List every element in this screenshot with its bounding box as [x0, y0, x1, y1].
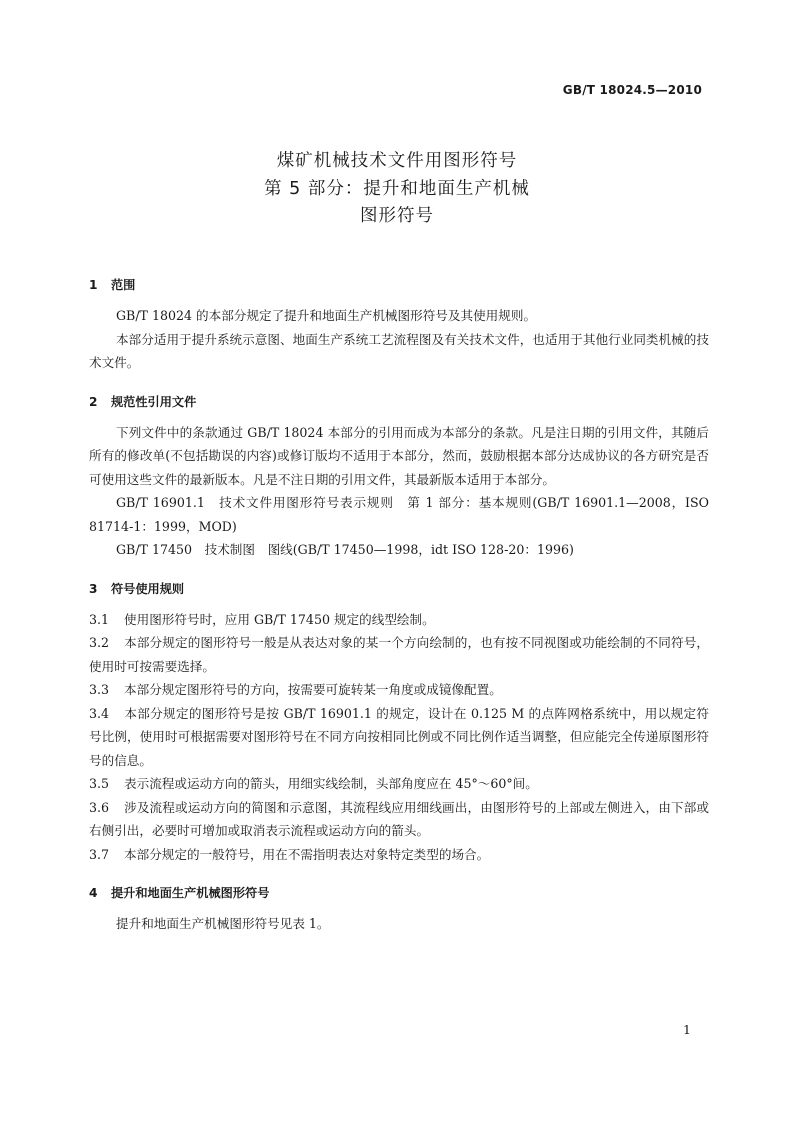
- section-heading-scope: [89, 274, 709, 296]
- section-title: 符号使用规则: [111, 581, 185, 596]
- section-number: 1: [89, 278, 98, 292]
- clause-text: 使用图形符号时，应用 GB/T 17450 规定的线型绘制。: [124, 611, 435, 627]
- clause-3-7: [89, 843, 709, 867]
- section-title: 规范性引用文件: [111, 394, 197, 409]
- clause-number: 3.4: [89, 705, 110, 721]
- section-number: 2: [89, 394, 98, 409]
- clause-3-1: [89, 608, 709, 632]
- clause-3-5: [89, 772, 709, 796]
- title-line-2: 第 5 部分：提升和地面生产机械: [264, 178, 530, 199]
- section-title: 范围: [111, 278, 136, 292]
- clause-text: 本部分规定的一般符号，用在不需指明表达对象特定类型的场合。: [124, 846, 490, 862]
- reference-entry: GB/T 16901.1 技术文件用图形符号表示规则 第 1 部分：基本规则(GB/T 16901.1—2008，ISO 81714-1：1999，MOD): [89, 495, 709, 534]
- reference-entry: GB/T 17450 技术制图 图线(GB/T 17450—1998，idt ISO 128-20：1996): [116, 542, 574, 557]
- page-number: 1: [683, 1022, 691, 1037]
- clause-text: 本部分规定的图形符号是按 GB/T 16901.1 的规定，设计在 0.125 M 的点阵网格系统中，用以规定符号比例，使用时可根据需要对图形符号在不同方向按相同比例或不同比例作适当调整，但应能完全传递原图形符号的信息。: [89, 705, 709, 768]
- paragraph: 提升和地面生产机械图形符号见表 1。: [116, 916, 330, 931]
- document-title: [0, 148, 794, 231]
- clause-3-2: [89, 631, 709, 678]
- section-heading-symbols: [89, 882, 709, 904]
- section-number: 3: [89, 581, 98, 596]
- clause-text: 本部分规定图形符号的方向，按需要可旋转某一角度或成镜像配置。: [124, 682, 502, 697]
- clause-number: 3.2: [89, 635, 110, 650]
- section-number: 4: [89, 886, 98, 900]
- clause-number: 3.5: [89, 776, 110, 791]
- clause-3-6: [89, 796, 709, 843]
- document-body: [89, 274, 709, 936]
- clause-number: 3.1: [89, 611, 110, 627]
- title-line-3: 图形符号: [360, 206, 434, 226]
- clause-number: 3.6: [89, 799, 110, 815]
- section-heading-symbol-rules: [89, 578, 709, 600]
- paragraph: 本部分适用于提升系统示意图、地面生产系统工艺流程图及有关技术文件，也适用于其他行业同类机械的技术文件。: [89, 331, 709, 370]
- paragraph: GB/T 18024 的本部分规定了提升和地面生产机械图形符号及其使用规则。: [116, 308, 537, 323]
- clause-3-4: [89, 702, 709, 773]
- clause-text: 涉及流程或运动方向的简图和示意图，其流程线应用细线画出，由图形符号的上部或左侧进入，由下部或右侧引出，必要时可增加或取消表示流程或运动方向的箭头。: [89, 799, 709, 838]
- clause-number: 3.7: [89, 846, 110, 862]
- standard-number: GB/T 18024.5—2010: [562, 83, 702, 97]
- paragraph: 下列文件中的条款通过 GB/T 18024 本部分的引用而成为本部分的条款。凡是注日期的引用文件，其随后所有的修改单(不包括勘误的内容)或修订版均不适用于本部分，然而，鼓励根据本部分达成协议的各方研究是否可使用这些文件的最新版本。凡是不注日期的引用文件，其最新版本适用于本部分。: [89, 424, 709, 487]
- section-heading-normative-references: [89, 391, 709, 413]
- clause-text: 表示流程或运动方向的箭头，用细实线绘制，头部角度应在 45°～60°间。: [124, 776, 538, 791]
- clause-3-3: [89, 678, 709, 702]
- clause-text: 本部分规定的图形符号一般是从表达对象的某一个方向绘制的，也有按不同视图或功能绘制的不同符号，使用时可按需要选择。: [89, 635, 709, 674]
- title-line-1: 煤矿机械技术文件用图形符号: [276, 151, 518, 171]
- clause-number: 3.3: [89, 682, 110, 697]
- section-title: 提升和地面生产机械图形符号: [111, 886, 270, 900]
